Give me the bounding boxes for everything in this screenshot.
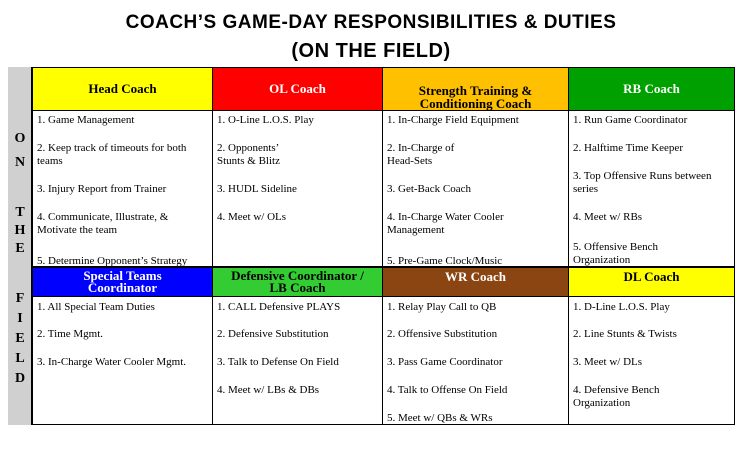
- list-item: 1. All Special Team Duties: [37, 301, 155, 313]
- list-item: 2. Time Mgmt.: [37, 328, 104, 340]
- side-letter: E: [15, 241, 25, 256]
- list-item: 5. Offensive Bench Organization: [573, 241, 659, 266]
- side-letter: O: [14, 131, 26, 146]
- list-item: 5. Determine Opponent’s Strategy: [37, 255, 188, 267]
- cell-head-coach: [32, 111, 213, 267]
- list-item: 4. Meet w/ RBs: [573, 211, 643, 223]
- list-item: 4. Communicate, Illustrate, & Motivate the team: [37, 211, 169, 236]
- list-item: 3. HUDL Sideline: [217, 183, 297, 195]
- list-item: 3. Pass Game Coordinator: [387, 356, 503, 368]
- side-letter: I: [17, 311, 23, 326]
- cell-dl-coach: [568, 297, 735, 425]
- header-label: Head Coach: [88, 81, 157, 96]
- cell-ol-coach: [212, 111, 383, 267]
- list-item: 1. Run Game Coordinator: [573, 114, 688, 126]
- side-letter: T: [15, 205, 25, 220]
- list-item: 2. Offensive Substitution: [387, 328, 498, 340]
- list-item: 2. In-Charge of Head-Sets: [387, 142, 455, 167]
- header-defensive-coordinator: [212, 267, 383, 297]
- list-item: 5. Pre-Game Clock/Music: [387, 255, 503, 267]
- list-item: 3. Top Offensive Runs between series: [573, 170, 712, 195]
- side-letter: N: [14, 155, 26, 170]
- list-item: 3. Meet w/ DLs: [573, 356, 643, 368]
- list-item: 3. Injury Report from Trainer: [37, 183, 167, 195]
- list-item: 1. In-Charge Field Equipment: [387, 114, 519, 126]
- header-special-teams: [32, 267, 213, 297]
- list-item: 1. Relay Play Call to QB: [387, 301, 497, 313]
- cell-wr-coach: [382, 297, 569, 425]
- side-letter: L: [15, 351, 25, 366]
- header-label: WR Coach: [444, 269, 507, 284]
- list-item: 3. In-Charge Water Cooler Mgmt.: [37, 356, 187, 368]
- side-letter: F: [15, 291, 25, 306]
- header-dl-coach: [568, 267, 735, 297]
- cell-special-teams: [32, 297, 213, 425]
- header-label: Special Teams Coordinator: [83, 268, 162, 295]
- list-item: 2. Halftime Time Keeper: [573, 142, 683, 154]
- header-label: OL Coach: [269, 81, 326, 96]
- list-item: 1. Game Management: [37, 114, 135, 126]
- side-letter: D: [14, 371, 26, 386]
- list-item: 3. Talk to Defense On Field: [217, 356, 339, 368]
- list-item: 4. Talk to Offense On Field: [387, 384, 508, 396]
- list-item: 2. Defensive Substitution: [217, 328, 329, 340]
- side-letter: E: [15, 331, 25, 346]
- header-rb-coach: [568, 67, 735, 111]
- list-item: 3. Get-Back Coach: [387, 183, 471, 195]
- list-item: 1. O-Line L.O.S. Play: [217, 114, 314, 126]
- list-item: 2. Keep track of timeouts for both teams: [37, 142, 187, 167]
- header-ol-coach: [212, 67, 383, 111]
- page-subtitle: (ON THE FIELD): [291, 40, 451, 62]
- cell-strength-coach: [382, 111, 569, 267]
- side-label: [8, 67, 32, 425]
- list-item: 4. Meet w/ LBs & DBs: [217, 384, 320, 396]
- header-label: Strength Training & Conditioning Coach: [418, 83, 533, 111]
- header-wr-coach: [382, 267, 569, 297]
- header-head-coach: [32, 67, 213, 111]
- list-item: 1. D-Line L.O.S. Play: [573, 301, 670, 313]
- header-label: DL Coach: [623, 269, 680, 284]
- header-label: Defensive Coordinator / LB Coach: [231, 268, 364, 295]
- list-item: 4. In-Charge Water Cooler Management: [387, 211, 504, 236]
- list-item: 4. Meet w/ OLs: [217, 211, 287, 223]
- list-item: 2. Opponents’ Stunts & Blitz: [217, 142, 280, 167]
- side-letter: H: [14, 223, 26, 238]
- page-title: COACH’S GAME-DAY RESPONSIBILITIES & DUTIES: [125, 12, 617, 33]
- cell-defensive-coordinator: [212, 297, 383, 425]
- cell-rb-coach: [568, 111, 735, 267]
- header-label: RB Coach: [623, 81, 680, 96]
- list-item: 1. CALL Defensive PLAYS: [217, 301, 341, 313]
- list-item: 4. Defensive Bench Organization: [573, 384, 660, 409]
- list-item: 5. Meet w/ QBs & WRs: [387, 412, 493, 424]
- header-strength-coach: [382, 67, 569, 111]
- list-item: 2. Line Stunts & Twists: [573, 328, 677, 340]
